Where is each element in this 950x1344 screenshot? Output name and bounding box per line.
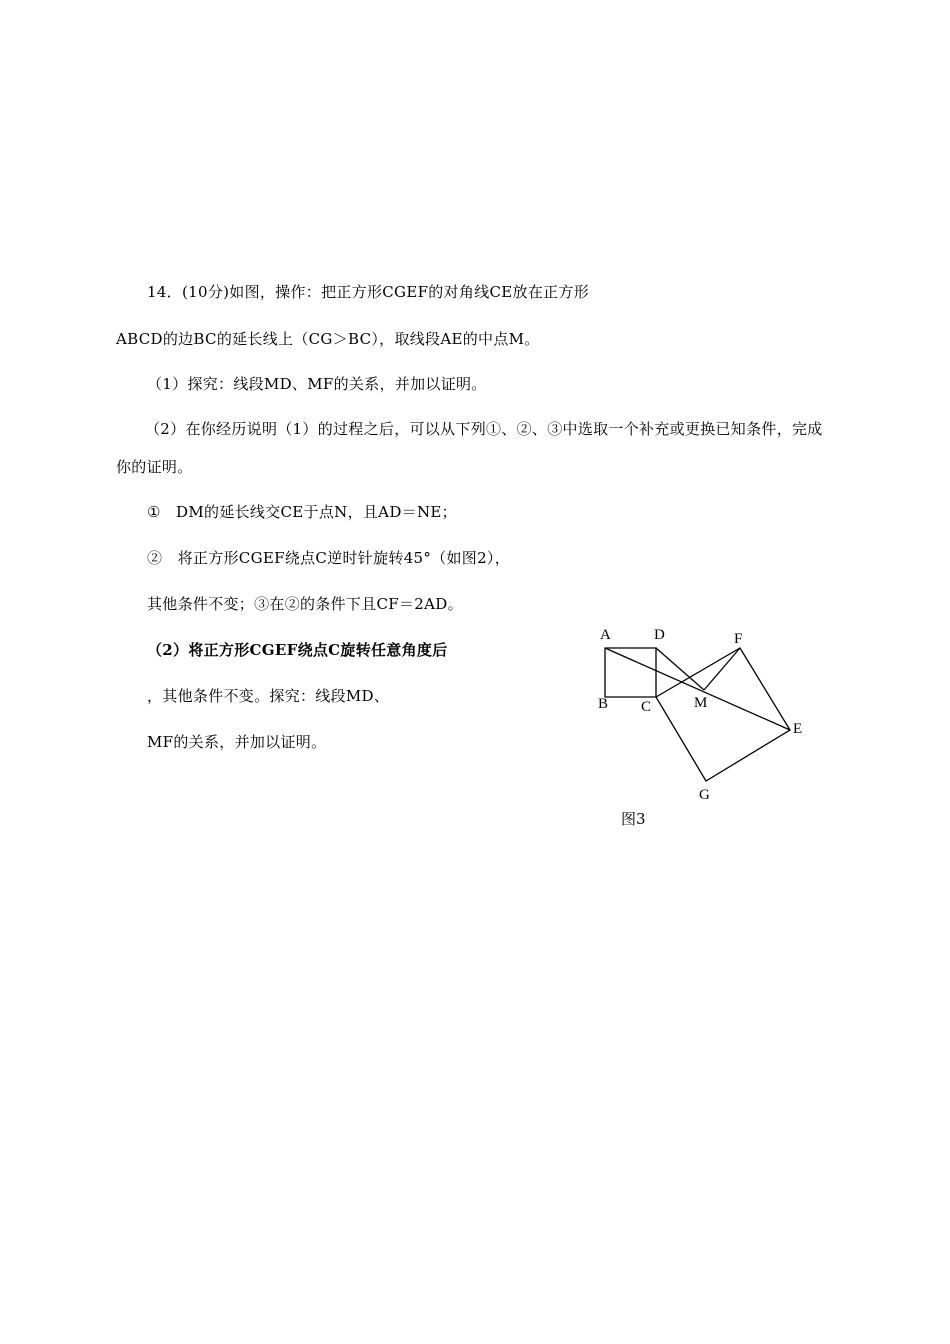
geometry-figure (585, 620, 825, 840)
label-d: D (654, 627, 665, 643)
option-2: ② 将正方形CGEF绕点C逆时针旋转45°（如图2）， (147, 549, 511, 567)
segment-ae (605, 648, 790, 730)
part-2-line-2: 你的证明。 (116, 458, 193, 476)
label-m: M (694, 695, 708, 711)
segment-mf (704, 648, 740, 690)
part-1-question: （1）探究：线段MD、MF的关系，并加以证明。 (147, 375, 487, 393)
label-b: B (598, 696, 609, 712)
label-g: G (699, 787, 710, 803)
part-3-line-1: （2）将正方形CGEF绕点C旋转任意角度后 (147, 641, 448, 659)
label-f: F (734, 631, 743, 647)
part-2-line-1: （2）在你经历说明（1）的过程之后，可以从下列①、②、③中选取一个补充或更换已知条件，完成 (145, 420, 823, 438)
problem-line-2: ABCD的边BC的延长线上（CG＞BC），取线段AE的中点M。 (116, 330, 540, 348)
part-3-line-3: MF的关系，并加以证明。 (147, 733, 327, 751)
part-3-line-2: ，其他条件不变。探究：线段MD、 (147, 687, 390, 705)
option-1: ① DM的延长线交CE于点N，且AD＝NE； (147, 503, 457, 521)
label-c: C (641, 699, 652, 715)
square-abcd (605, 648, 656, 697)
label-e: E (793, 721, 803, 737)
figure-caption: 图3 (621, 810, 646, 828)
option-3: 其他条件不变；③在②的条件下且CF＝2AD。 (147, 595, 463, 613)
label-a: A (600, 627, 611, 643)
problem-line-1: 14．(10分)如图，操作：把正方形CGEF的对角线CE放在正方形 (147, 283, 590, 301)
